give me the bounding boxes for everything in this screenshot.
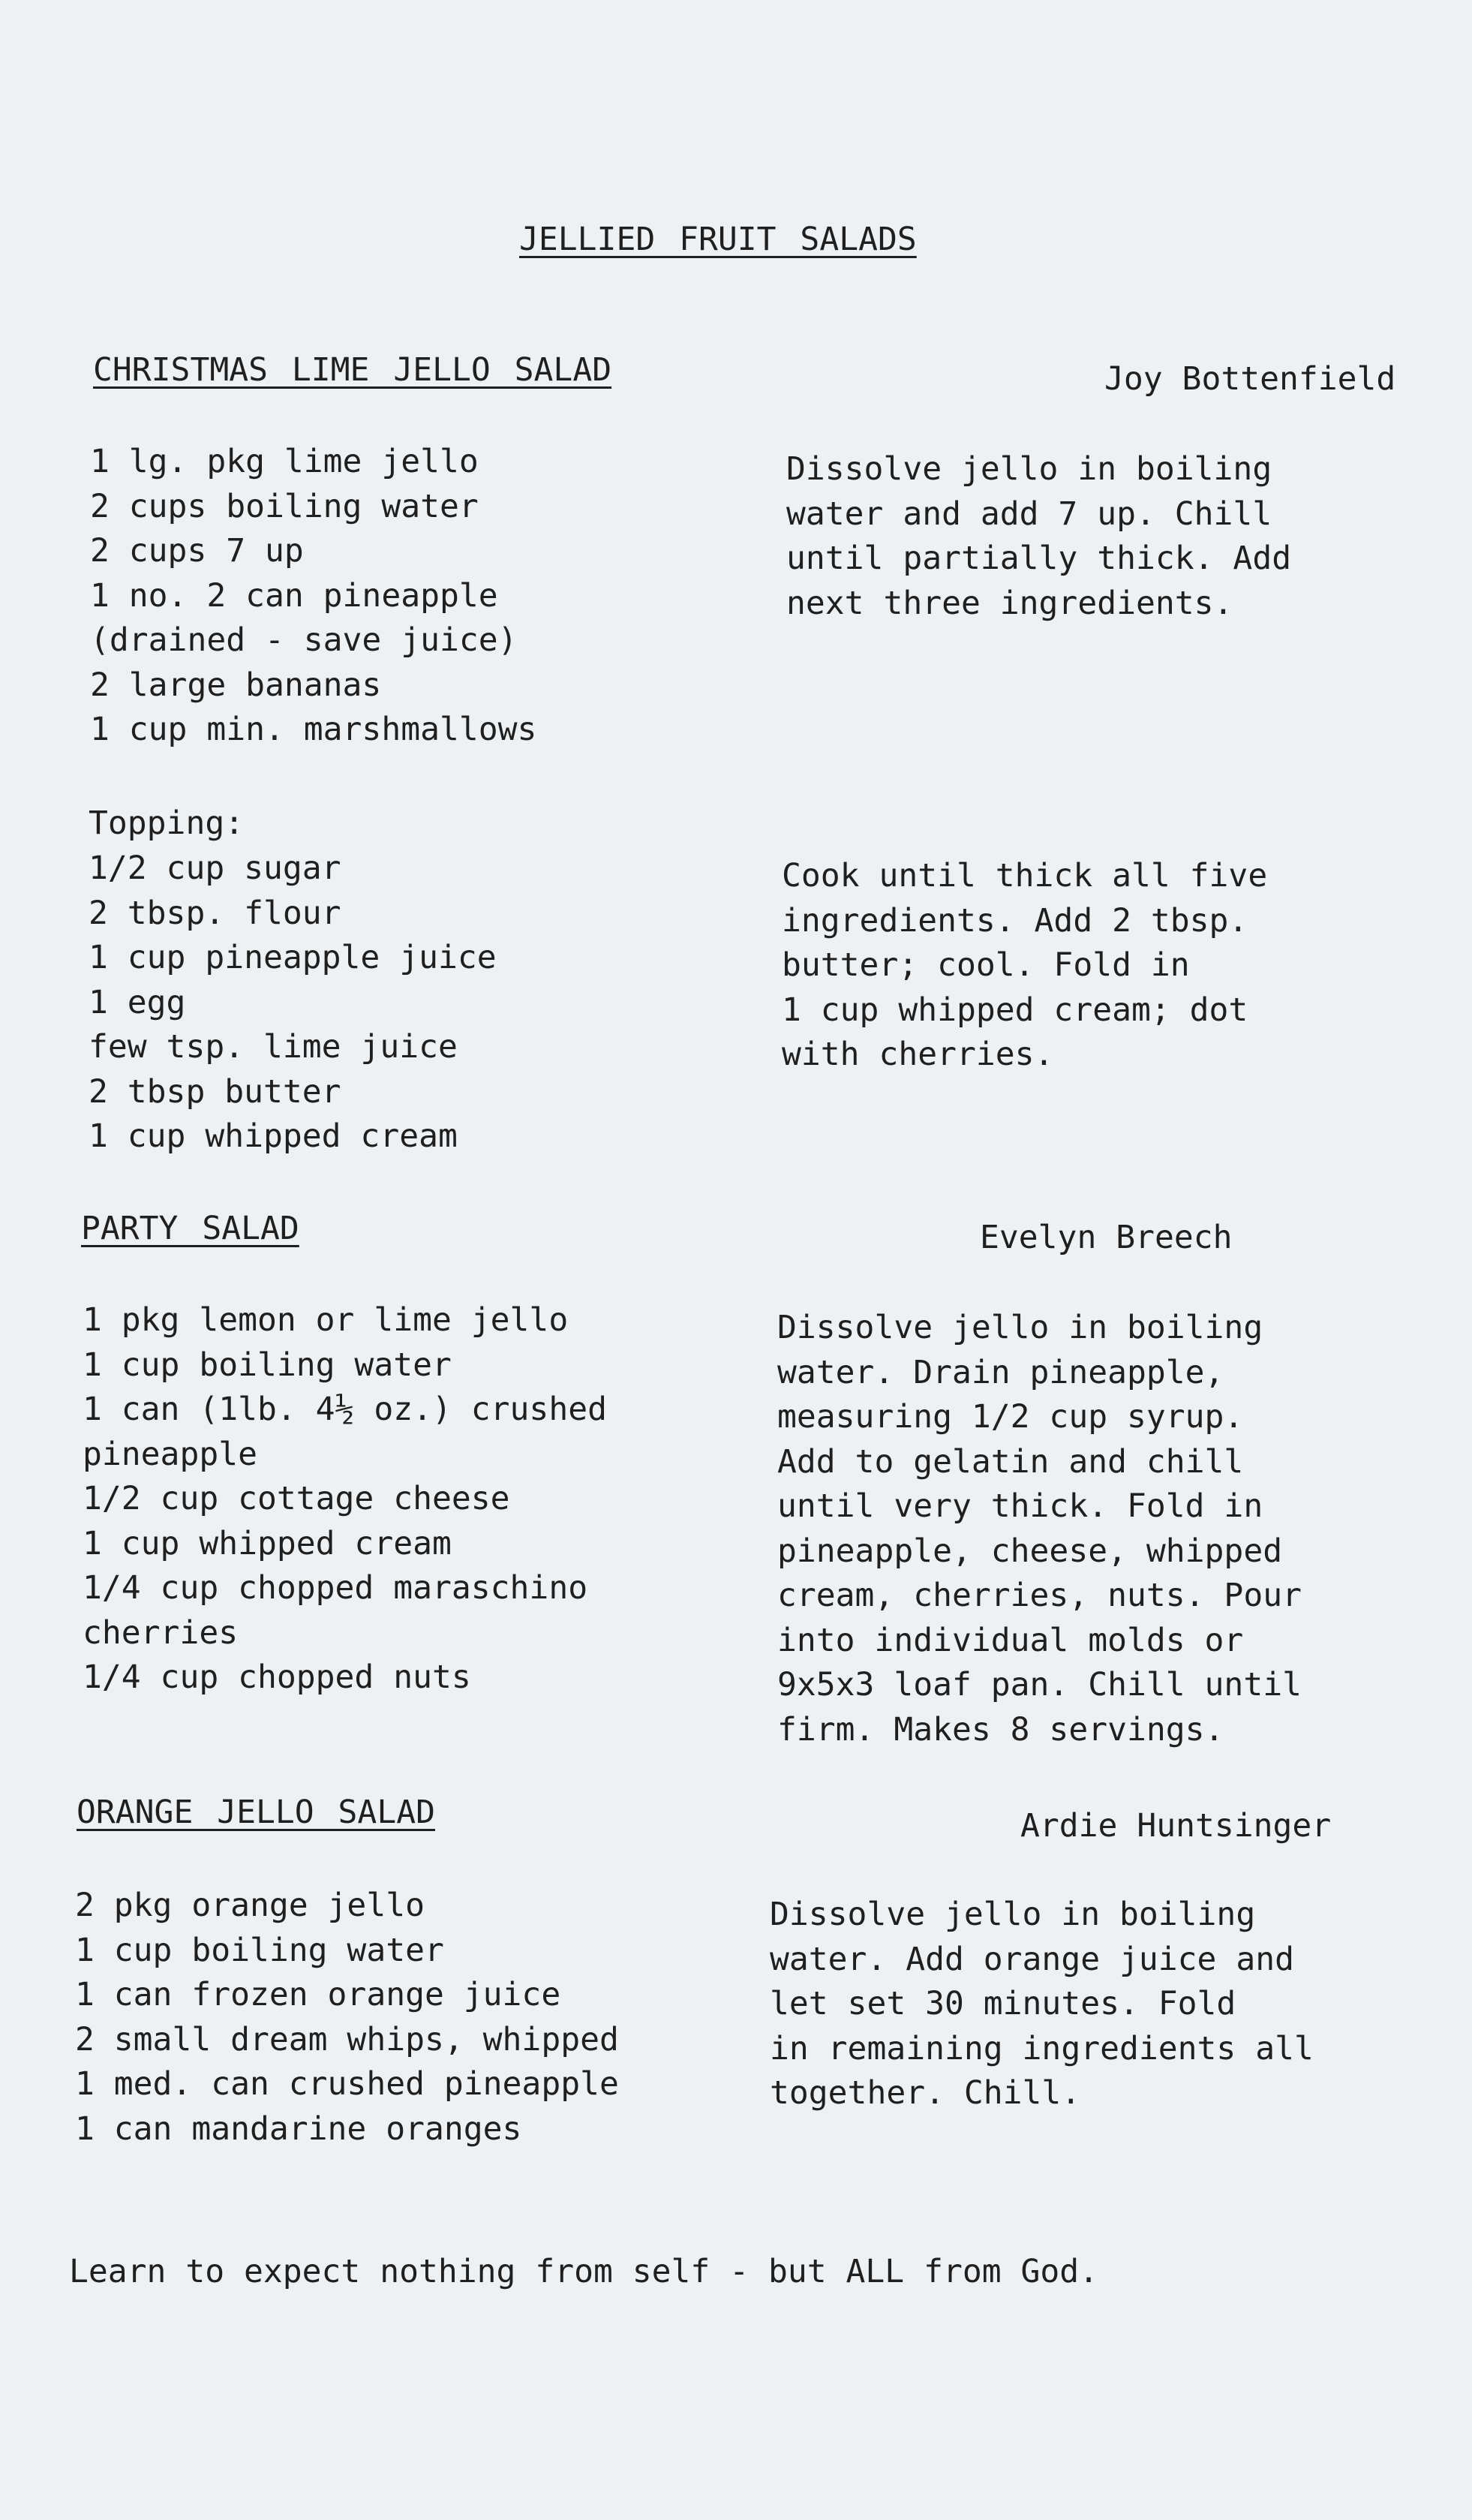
ingredient-item: 1 lg. pkg lime jello bbox=[90, 443, 479, 480]
ingredient-item: 1 can (1lb. 4½ oz.) crushed bbox=[83, 1391, 607, 1428]
ingredient-item: 1 cup pineapple juice bbox=[89, 939, 497, 976]
ingredient-item: 1 pkg lemon or lime jello bbox=[83, 1301, 569, 1339]
ingredient-item: 2 large bananas bbox=[90, 666, 382, 704]
topping-ingredient-list bbox=[89, 847, 497, 1159]
ingredient-item: 1 egg bbox=[89, 983, 186, 1021]
ingredient-item: 1/4 cup chopped nuts bbox=[83, 1658, 471, 1696]
ingredient-item: 1 cup boiling water bbox=[75, 1931, 444, 1969]
ingredient-item: 1 can mandarine oranges bbox=[75, 2110, 522, 2148]
ingredient-item: 2 small dream whips, whipped bbox=[75, 2020, 619, 2058]
recipe-directions: Dissolve jello in boiling water and add 7 up. Chill until partially thick. Add next three ingredients. bbox=[786, 450, 1292, 622]
ingredient-item: 1/2 cup sugar bbox=[89, 850, 341, 887]
ingredient-item: 1 cup min. marshmallows bbox=[90, 711, 537, 748]
page-title: JELLIED FRUIT SALADS bbox=[519, 221, 917, 258]
recipe-author: Evelyn Breech bbox=[980, 1219, 1233, 1256]
recipe-title-christmas-lime: CHRISTMAS LIME JELLO SALAD bbox=[93, 351, 612, 389]
ingredient-item: 1 cup whipped cream bbox=[83, 1524, 452, 1562]
ingredient-item: 2 tbsp. flour bbox=[89, 894, 341, 932]
recipe-author: Joy Bottenfield bbox=[1104, 360, 1396, 398]
ingredient-item: 2 cups boiling water bbox=[90, 487, 479, 525]
recipe-title-party-salad: PARTY SALAD bbox=[81, 1210, 299, 1247]
ingredient-item: (drained - save juice) bbox=[90, 621, 518, 659]
recipe-title-orange-jello: ORANGE JELLO SALAD bbox=[77, 1794, 435, 1831]
topping-directions: Cook until thick all five ingredients. Add 2 tbsp. butter; cool. Fold in 1 cup whipped cream; dot with cherries. bbox=[782, 857, 1268, 1073]
ingredient-item: 1/2 cup cottage cheese bbox=[83, 1480, 510, 1517]
ingredient-item: 1 no. 2 can pineapple bbox=[90, 576, 498, 615]
ingredient-list bbox=[83, 1298, 607, 1701]
recipe-directions: Dissolve jello in boiling water. Drain pineapple, measuring 1/2 cup syrup. Add to gelatin and chill until very thick. Fold in pineapple, cheese, whipped cream, cherries, nuts. Pour into individual molds or 9x5x3 loaf pan. Chill until firm. Makes 8 servings. bbox=[777, 1309, 1302, 1749]
footer-quote: Learn to expect nothing from self - but ALL from God. bbox=[69, 2253, 1099, 2290]
ingredient-item: few tsp. lime juice bbox=[89, 1028, 458, 1066]
ingredient-list bbox=[90, 440, 536, 753]
ingredient-item: 2 pkg orange jello bbox=[75, 1887, 425, 1924]
ingredient-item: 2 cups 7 up bbox=[90, 532, 304, 570]
ingredient-item: 1 can frozen orange juice bbox=[75, 1976, 561, 2013]
ingredient-item: cherries bbox=[83, 1613, 239, 1652]
ingredient-item: 1 cup whipped cream bbox=[89, 1117, 458, 1155]
ingredient-item: 1 med. can crushed pineapple bbox=[75, 2065, 619, 2103]
ingredient-item: 1/4 cup chopped maraschino bbox=[83, 1569, 588, 1607]
topping-label: Topping: bbox=[89, 804, 245, 842]
recipe-directions: Dissolve jello in boiling water. Add orange juice and let set 30 minutes. Fold in remaining ingredients all together. Chill. bbox=[770, 1896, 1314, 2112]
recipe-author: Ardie Huntsinger bbox=[1020, 1807, 1332, 1845]
ingredient-list bbox=[75, 1884, 619, 2152]
ingredient-item: 2 tbsp butter bbox=[89, 1072, 341, 1111]
ingredient-item: pineapple bbox=[83, 1435, 257, 1473]
ingredient-item: 1 cup boiling water bbox=[83, 1346, 452, 1384]
